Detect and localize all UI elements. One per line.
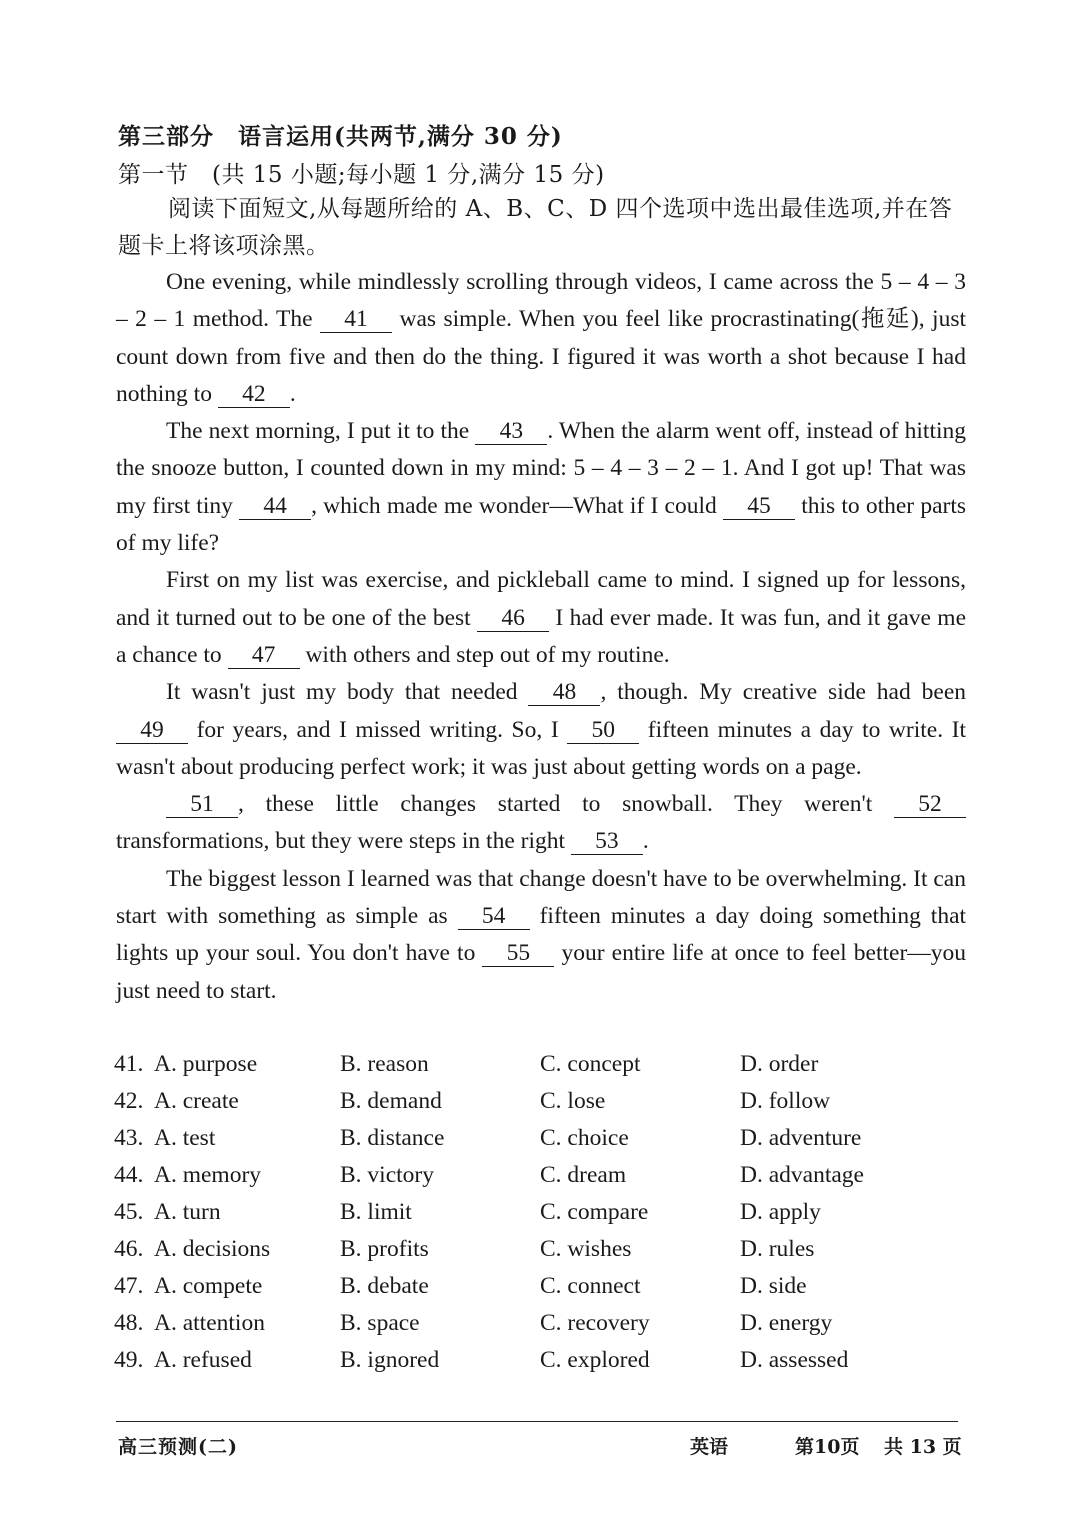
question-number: 49. xyxy=(114,1347,144,1373)
option-d: D. order xyxy=(740,1051,819,1077)
blank-47: 47 xyxy=(228,642,300,669)
passage-text: . xyxy=(289,380,296,407)
question-number: 44. xyxy=(114,1162,144,1188)
option-c: C. dream xyxy=(540,1162,627,1188)
question-number: 47. xyxy=(114,1273,144,1299)
option-d: D. advantage xyxy=(740,1162,864,1188)
blank-50: 50 xyxy=(567,717,639,744)
blank-48: 48 xyxy=(528,679,600,706)
option-b: B. reason xyxy=(340,1051,429,1077)
option-row xyxy=(114,1231,974,1268)
answer-options xyxy=(114,1046,974,1379)
question-number: 45. xyxy=(114,1199,144,1225)
blank-54: 54 xyxy=(458,903,530,930)
option-a: A. memory xyxy=(154,1162,262,1188)
option-a: A. attention xyxy=(154,1310,265,1336)
blank-52: 52 xyxy=(894,791,966,818)
section-title: 第三部分 语言运用(共两节,满分 30 分) xyxy=(118,123,563,150)
option-b: B. debate xyxy=(340,1273,429,1299)
option-a: A. create xyxy=(154,1088,239,1114)
passage-text: for years, and I missed writing. So, I xyxy=(196,716,559,743)
passage-text: , which made me wonder—What if I could xyxy=(311,492,717,519)
paragraph-1 xyxy=(116,264,966,413)
paragraph-2 xyxy=(116,413,966,562)
option-b: B. profits xyxy=(340,1236,429,1262)
paragraph-3 xyxy=(116,562,966,674)
option-row xyxy=(114,1083,974,1120)
passage-text: your entire life at once to feel better—you just need to start. xyxy=(116,940,967,1004)
option-c: C. wishes xyxy=(540,1236,632,1262)
passage-text: , though. My creative side had been xyxy=(600,679,966,706)
passage-text: was simple. When you feel like procrastinating(拖延), just count down from five and then do the thing. I figured it was worth a shot because I had nothing to xyxy=(116,306,967,407)
page-total: 共 13 页 xyxy=(884,1436,962,1458)
passage-text: this to other parts of my life? xyxy=(116,492,967,557)
option-row xyxy=(114,1120,974,1157)
paragraph-5 xyxy=(116,786,966,861)
option-a: A. decisions xyxy=(154,1236,271,1262)
option-d: D. assessed xyxy=(740,1347,849,1373)
passage-text: The biggest lesson I learned was that change doesn't have to be overwhelming. It can start with something as simple as xyxy=(116,865,966,930)
blank-55: 55 xyxy=(482,940,554,967)
option-c: C. compare xyxy=(540,1199,649,1225)
passage-text: The next morning, I put it to the xyxy=(166,418,470,445)
option-b: B. distance xyxy=(340,1125,445,1151)
option-a: A. purpose xyxy=(154,1051,258,1077)
instruction-text: 阅读下面短文,从每题所给的 A、B、C、D 四个选项中选出最佳选项,并在答题卡上将该项涂黑。 xyxy=(118,196,953,259)
passage-text: I had ever made. It was fun, and it gave me a chance to xyxy=(116,604,967,668)
option-d: D. energy xyxy=(740,1310,833,1336)
blank-44: 44 xyxy=(239,493,311,520)
passage-text: . xyxy=(642,828,649,855)
blank-46: 46 xyxy=(477,605,549,632)
passage-text: transformations, but they were steps in the right xyxy=(116,828,566,855)
passage-text: First on my list was exercise, and pickleball came to mind. I signed up for lessons, and it turned out to be one of the best xyxy=(116,567,966,631)
option-c: C. concept xyxy=(540,1051,641,1077)
option-c: C. recovery xyxy=(540,1310,650,1336)
exam-name: 高三预测(二) xyxy=(118,1436,238,1458)
option-c: C. lose xyxy=(540,1088,606,1114)
option-row xyxy=(114,1046,974,1083)
footer-divider xyxy=(116,1421,958,1422)
paragraph-6 xyxy=(116,861,966,1010)
option-a: A. refused xyxy=(154,1347,252,1373)
option-d: D. apply xyxy=(740,1199,821,1225)
option-a: A. turn xyxy=(154,1199,221,1225)
question-number: 46. xyxy=(114,1236,144,1262)
question-number: 41. xyxy=(114,1051,144,1077)
option-row xyxy=(114,1305,974,1342)
blank-42: 42 xyxy=(218,381,290,408)
option-a: A. test xyxy=(154,1125,216,1151)
option-d: D. rules xyxy=(740,1236,815,1262)
blank-41: 41 xyxy=(320,306,392,333)
passage-text: fifteen minutes a day doing something that lights up your soul. You don't have to xyxy=(116,903,967,967)
option-a: A. compete xyxy=(154,1273,263,1299)
option-row xyxy=(114,1157,974,1194)
blank-53: 53 xyxy=(571,828,643,855)
option-c: C. explored xyxy=(540,1347,650,1373)
cloze-passage xyxy=(116,264,966,1010)
page-number: 第10页 xyxy=(795,1436,860,1458)
option-c: C. choice xyxy=(540,1125,629,1151)
option-row xyxy=(114,1268,974,1305)
blank-51: 51 xyxy=(166,791,238,818)
option-row xyxy=(114,1194,974,1231)
blank-49: 49 xyxy=(116,717,188,744)
passage-text: . When the alarm went off, instead of hitting the snooze button, I counted down in my mind: 5 – 4 – 3 – 2 – 1. And I got up! That was my first tiny xyxy=(116,418,967,519)
question-number: 43. xyxy=(114,1125,144,1151)
subsection-title: 第一节 (共 15 小题;每小题 1 分,满分 15 分) xyxy=(118,162,605,188)
passage-text: It wasn't just my body that needed xyxy=(166,679,518,706)
passage-text: with others and step out of my routine. xyxy=(305,641,670,668)
option-b: B. space xyxy=(340,1310,420,1336)
option-b: B. demand xyxy=(340,1088,442,1114)
blank-45: 45 xyxy=(723,493,795,520)
subject-label: 英语 xyxy=(690,1436,729,1458)
option-d: D. follow xyxy=(740,1088,831,1114)
option-b: B. ignored xyxy=(340,1347,440,1373)
blank-43: 43 xyxy=(475,418,547,445)
paragraph-4 xyxy=(116,674,966,786)
option-d: D. adventure xyxy=(740,1125,862,1151)
option-b: B. limit xyxy=(340,1199,412,1225)
question-number: 48. xyxy=(114,1310,144,1336)
option-b: B. victory xyxy=(340,1162,434,1188)
question-number: 42. xyxy=(114,1088,144,1114)
option-row xyxy=(114,1342,974,1379)
passage-text: fifteen minutes a day to write. It wasn't about producing perfect work; it was just about getting words on a page. xyxy=(116,716,966,780)
passage-text: , these little changes started to snowball. They weren't xyxy=(238,791,873,818)
option-c: C. connect xyxy=(540,1273,641,1299)
option-d: D. side xyxy=(740,1273,807,1299)
passage-text: One evening, while mindlessly scrolling through videos, I came across the 5 – 4 – 3 – 2 – 1 method. The xyxy=(116,269,966,333)
